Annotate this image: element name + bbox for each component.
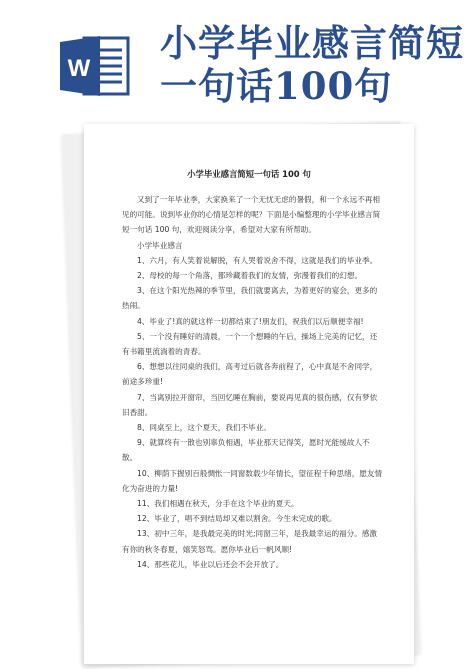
list-item: 1、六月，有人笑着说解脱，有人哭着说舍不得，这就是我们的毕业季。	[137, 255, 378, 265]
list-item: 14、那些花儿，毕业以后还会不会开放了。	[137, 559, 284, 569]
list-item: 9、就算终有一散也别辜负相遇，毕业那天记得笑，愿时光能缓故人不散。	[122, 438, 370, 463]
word-document-icon	[60, 34, 130, 98]
list-item: 13、初中三年，是我最完美的时光;同窗三年，是我最幸运的福分。感激有你的秋冬春夏，嬉笑怒骂。愿你毕业后一帆风顺!	[122, 529, 378, 554]
list-item: 11、我们相遇在秋天，分手在这个毕业的夏天。	[137, 499, 299, 509]
list-item: 10、柳荫下握别百般惆怅一同窗数载少年情长，望征程千种思绪，愿友情化为奋进的力量!	[122, 468, 383, 493]
banner-title-line2: 一句话100句	[160, 64, 393, 108]
list-item: 8、同桌至上，这个夏天，我们不毕业。	[137, 423, 271, 433]
list-item: 12、毕业了，唱不到结局却又难以割舍。今生未完成的歌。	[137, 514, 337, 524]
svg-text:W: W	[67, 55, 91, 82]
list-item: 5、一个没有睡好的清晨，一个一个想睡的午后，操场上完美的记忆，还有书籍里流淌着的青春。	[122, 331, 378, 357]
document-body	[122, 192, 384, 572]
list-item: 3、在这个阳光热辣的季节里，我们就要离去，为着更好的宴会，更多的热闹。	[122, 286, 378, 311]
list-item: 2、母校的每一个角落，都珍藏着我们的友情，弥漫着我们的幻想。	[137, 271, 363, 281]
list-item: 7、当离别拉开窗帘，当回忆睡在胸前，要说再见真的很伤感，仅有梦依旧香甜。	[122, 392, 378, 417]
banner-title-line1: 小学毕业感言简短	[160, 21, 464, 65]
banner-title	[160, 22, 470, 108]
intro-paragraph: 又到了一年毕业季，大家换来了一个无忧无虑的暑假，和一个永远不再相见的可能。说到毕业你的心情是怎样的呢？下面是小编整理的小学毕业感言简短一句话 100 句，欢迎阅读分享，希望对大家有所帮助。	[122, 195, 381, 235]
section-heading: 小学毕业感言	[137, 240, 183, 250]
banner	[0, 0, 474, 118]
document-page	[84, 124, 414, 664]
list-item: 4、毕业了!真的就这样一切都结束了!朋友们，祝我们以后顺便幸福!	[137, 316, 364, 326]
document-title: 小学毕业感言简短一句话 100 句	[187, 169, 311, 179]
list-item: 6、想想以往同桌的我们，高考过后就各奔前程了，心中真是不舍同学，前途多珍重!	[122, 362, 378, 387]
